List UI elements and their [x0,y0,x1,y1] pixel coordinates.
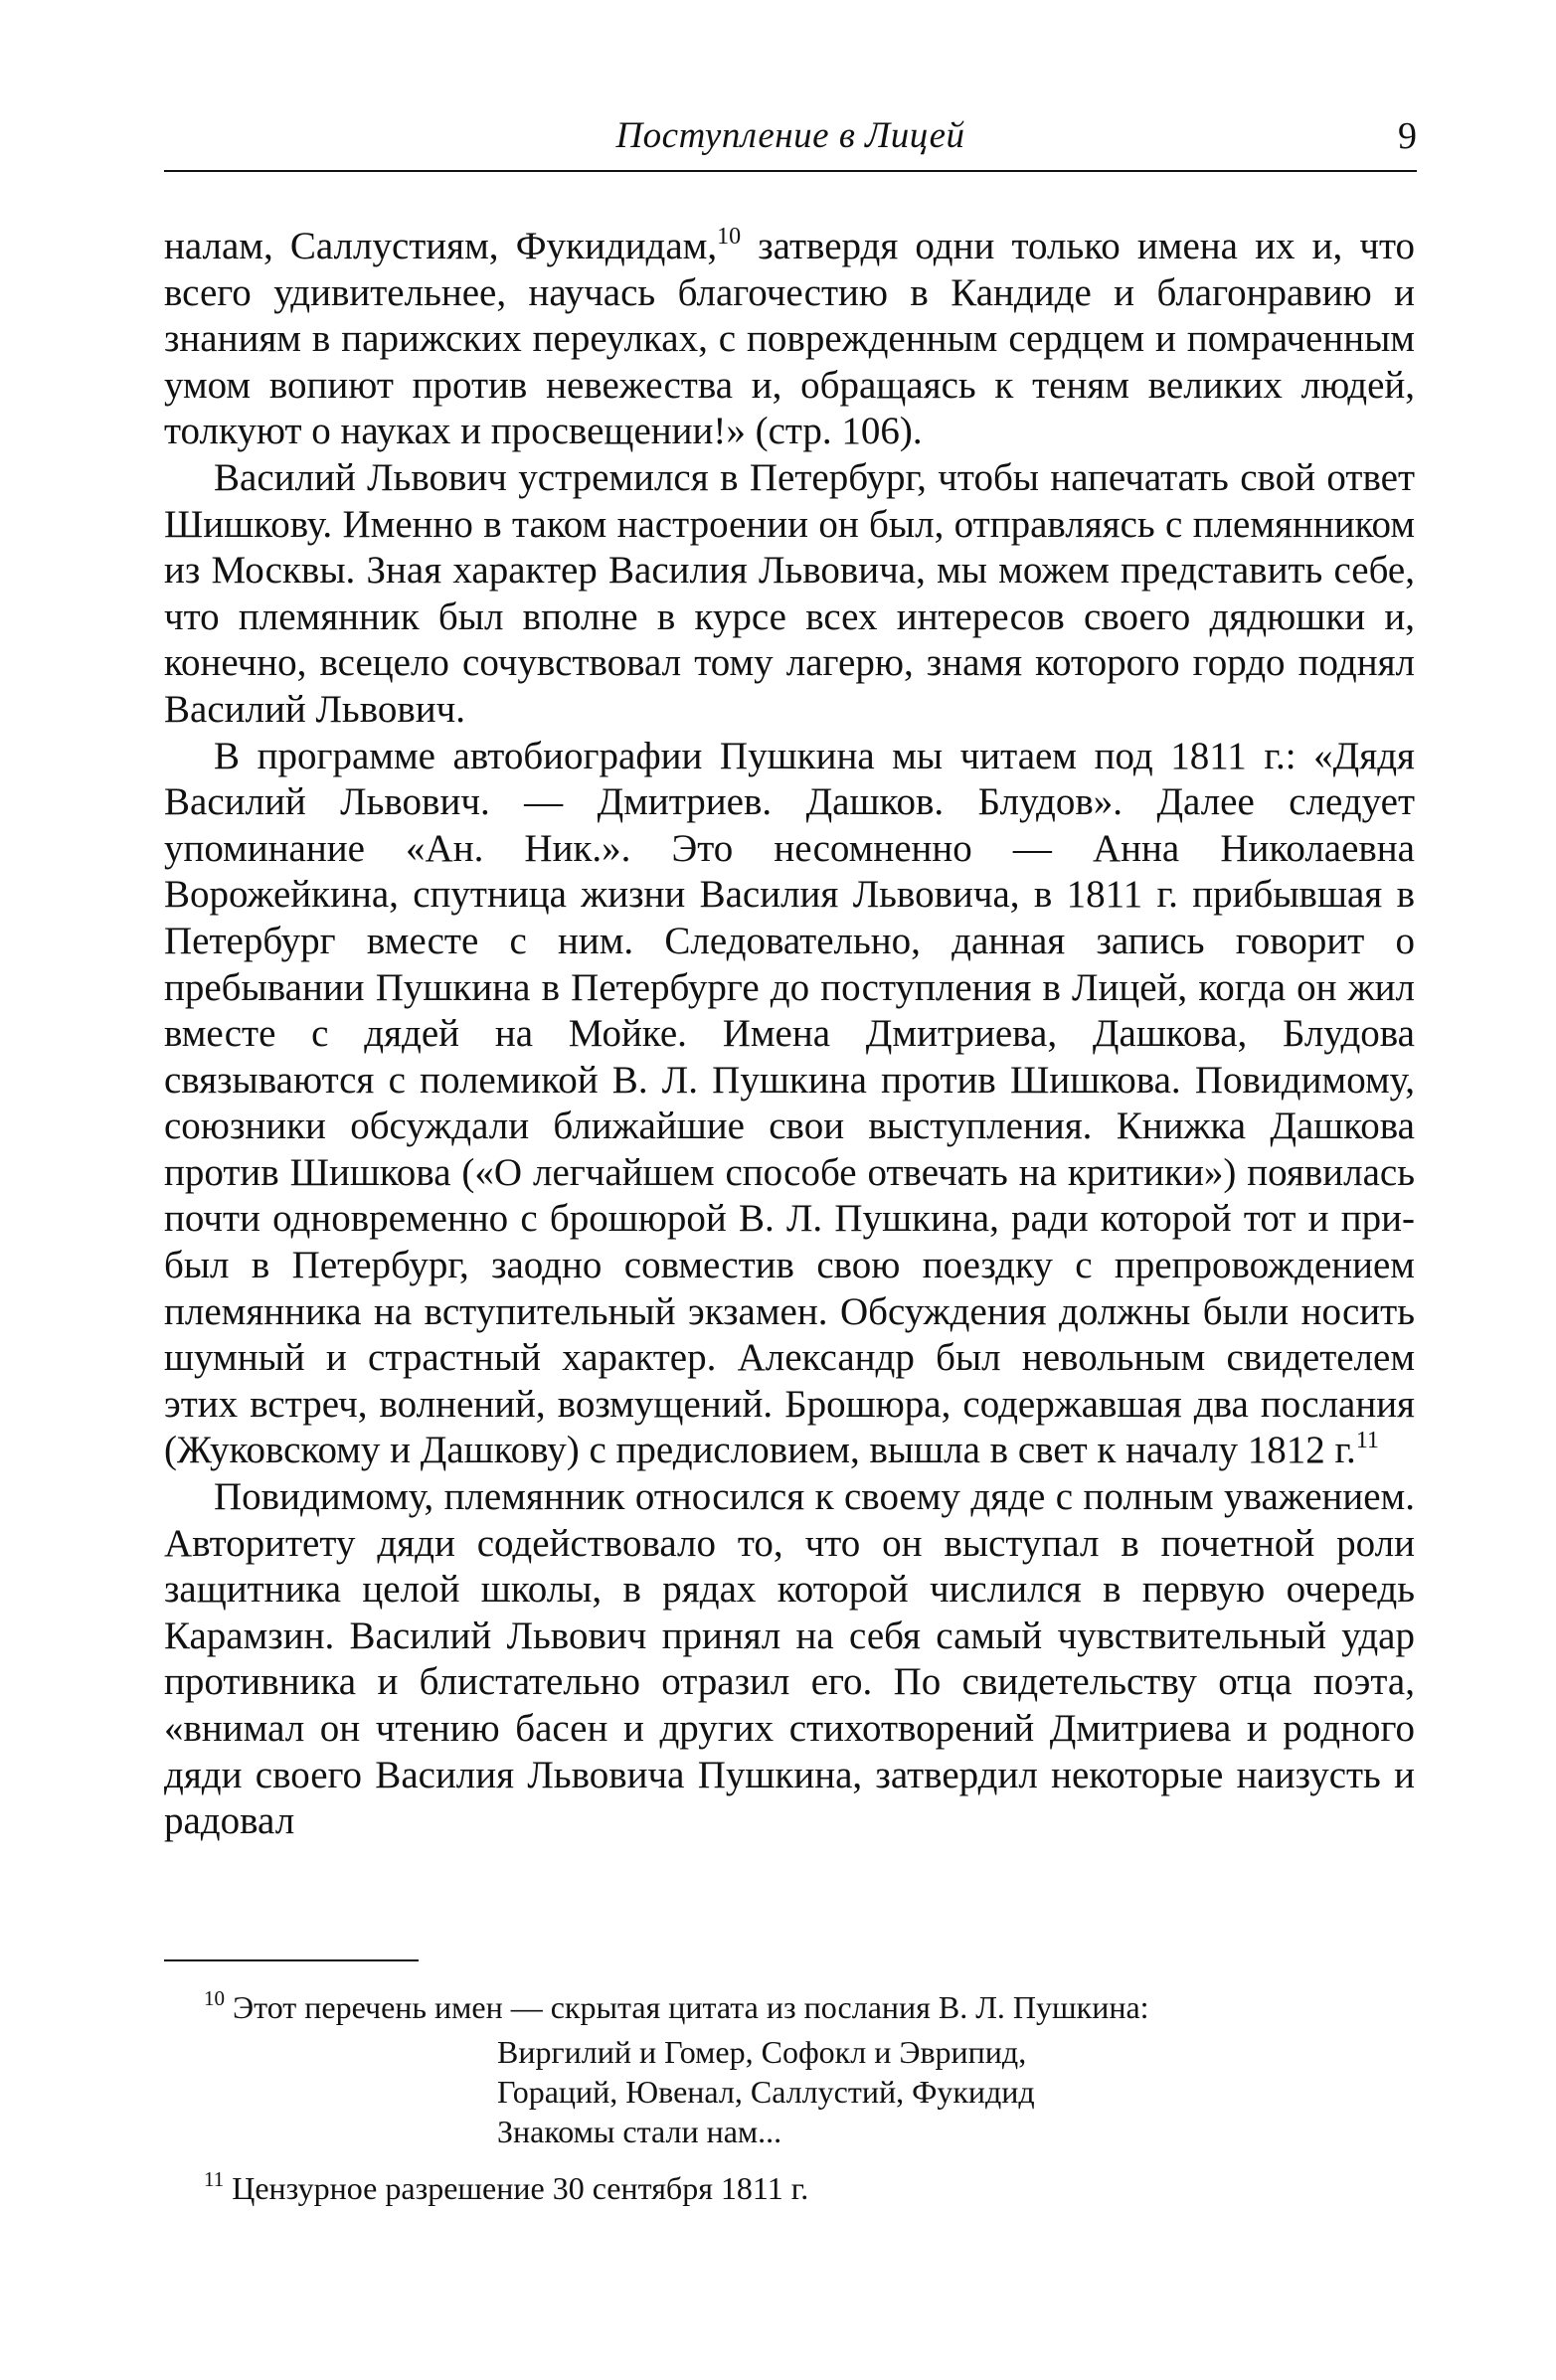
verse-line: Гораций, Ювенал, Саллустий, Фукидид [497,2074,1035,2110]
paragraph-3-text: В программе автобиографии Пушкина мы читаем под 1811 г.: «Дядя Василий Львович. — Дмитриев. Дашков. Блудов». Далее следует упоминание «Ан. Ник.». Это несомненно — Анна Николаевна Ворожейкина, спутница жизни Василия Львовича, в 1811 г. прибывшая в Петербург вместе с ним. Следовательно, данная запись говорит о пребывании Пушкина в Петербурге до поступления в Лицей, когда он жил вместе с дядей на Мойке. Имена Дмитриева, Дашкова, Блудова связываются с полемикой В. Л. Пушкина против Шишкова. Повидимому, союзники обсуждали ближайшие свои выступления. Книжка Дашкова против Шишкова («О легчайшем способе отвечать на критики») появилась почти одновременно с брошюрой В. Л. Пушкина, ради которой тот и прибыл в Петербург, заодно совместив свою поездку с препровождением племянника на вступительный экзамен. Обсуждения должны были носить шумный и страстный характер. Александр был невольным свидетелем этих встреч, волнений, возмущений. Брошюра, содержавшая два послания (Жуковскому и Дашкову) с предисловием, вышла в свет к началу 1812 г. [164,734,1415,1472]
paragraph-3 [164,734,1415,1475]
paragraph-4: Повидимому, племянник относился к своему дяде с полным уважением. Авторитету дяди содействовало то, что он выступал в почетной роли защитника целой школы, в рядах которой числился в первую очередь Карамзин. Василий Львович принял на себя самый чувствительный удар противника и блистательно отразил его. По свидетельству отца поэта, «внимал он чтению басен и других стихотворений Дмитриева и родного дяди своего Василия Львовича Пушкина, затвердил некоторые наизусть и радовал [164,1475,1415,1843]
paragraph-1-start: налам, Саллустиям, Фукидидам, [164,225,718,267]
verse-line: Знакомы стали нам... [497,2114,782,2149]
paragraph-2: Василий Львович устремился в Петербург, чтобы напечатать свой ответ Шишкову. Именно в таком настроении он был, отправляясь с племянником из Москвы. Зная характер Василия Львовича, мы можем представить себе, что племянник был вполне в курсе всех интересов своего дядюшки и, конечно, всецело сочувствовал тому лагерю, знамя которого гордо поднял Василий Львович. [164,455,1415,731]
footnote-number: 10 [204,1986,225,2010]
footnote-verse [497,2032,1415,2151]
footnote-ref-10[interactable]: 10 [717,224,742,250]
page-number: 9 [1398,115,1417,157]
verse-line: Виргилий и Гомер, Софокл и Эврипид, [497,2034,1027,2070]
footnote-text: Этот перечень имен — скрытая цитата из послания В. Л. Пушкина: [233,1989,1149,2025]
footnote-rule [164,1959,419,1961]
running-title: Поступление в Лицей [615,115,965,156]
footnote-11 [164,2167,1415,2209]
header-rule [164,170,1417,172]
paragraph-1 [164,224,1415,455]
body-text [164,224,1415,1845]
footnote-text: Цензурное разрешение 30 сентября 1811 г. [232,2170,809,2206]
footnote-10 [164,1986,1415,2151]
footnote-ref-11[interactable]: 11 [1355,1428,1379,1454]
footnote-number: 11 [204,2167,225,2191]
running-head [164,111,1417,171]
footnotes [164,1986,1415,2209]
paragraph-1-rest: затвердя одни только имена их и, что всего удивительнее, научась благочестию в Кандиде и благонравию и знаниям в парижских переулках, с поврежденным сердцем и помраченным умом вопиют против невежества и, обращаясь к теням великих людей, толкуют о науках и просвещении!» (стр. 106). [164,225,1415,453]
